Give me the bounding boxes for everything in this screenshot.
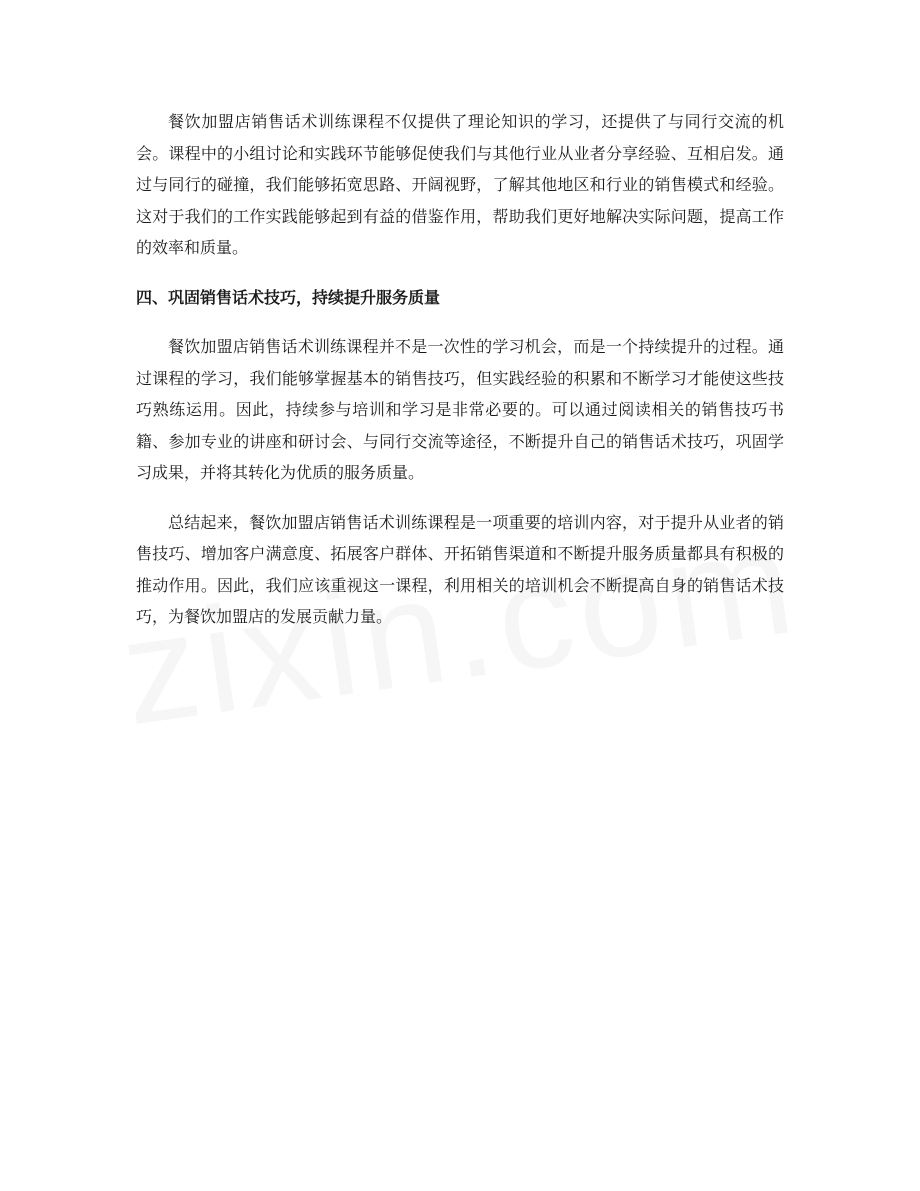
paragraph-continuous-improvement: 餐饮加盟店销售话术训练课程并不是一次性的学习机会，而是一个持续提升的过程。通过课程的学习，我们能够掌握基本的销售技巧，但实践经验的积累和不断学习才能使这些技巧熟练运用。因此，持续参与培训和学习是非常必要的。可以通过阅读相关的销售技巧书籍、参加专业的讲座和研讨会、与同行交流等途径，不断提升自己的销售话术技巧，巩固学习成果，并将其转化为优质的服务质量。 bbox=[136, 337, 784, 482]
document-body bbox=[136, 106, 784, 633]
paragraph-peer-exchange: 餐饮加盟店销售话术训练课程不仅提供了理论知识的学习，还提供了与同行交流的机会。课程中的小组讨论和实践环节能够促使我们与其他行业从业者分享经验、互相启发。通过与同行的碰撞，我们能够拓宽思路、开阔视野，了解其他地区和行业的销售模式和经验。这对于我们的工作实践能够起到有益的借鉴作用，帮助我们更好地解决实际问题，提高工作的效率和质量。 bbox=[136, 112, 784, 257]
paragraph-summary: 总结起来，餐饮加盟店销售话术训练课程是一项重要的培训内容，对于提升从业者的销售技巧、增加客户满意度、拓展客户群体、开拓销售渠道和不断提升服务质量都具有积极的推动作用。因此，我们应该重视这一课程，利用相关的培训机会不断提高自身的销售话术技巧，为餐饮加盟店的发展贡献力量。 bbox=[136, 512, 784, 626]
section-heading-4: 四、巩固销售话术技巧，持续提升服务质量 bbox=[136, 287, 441, 307]
